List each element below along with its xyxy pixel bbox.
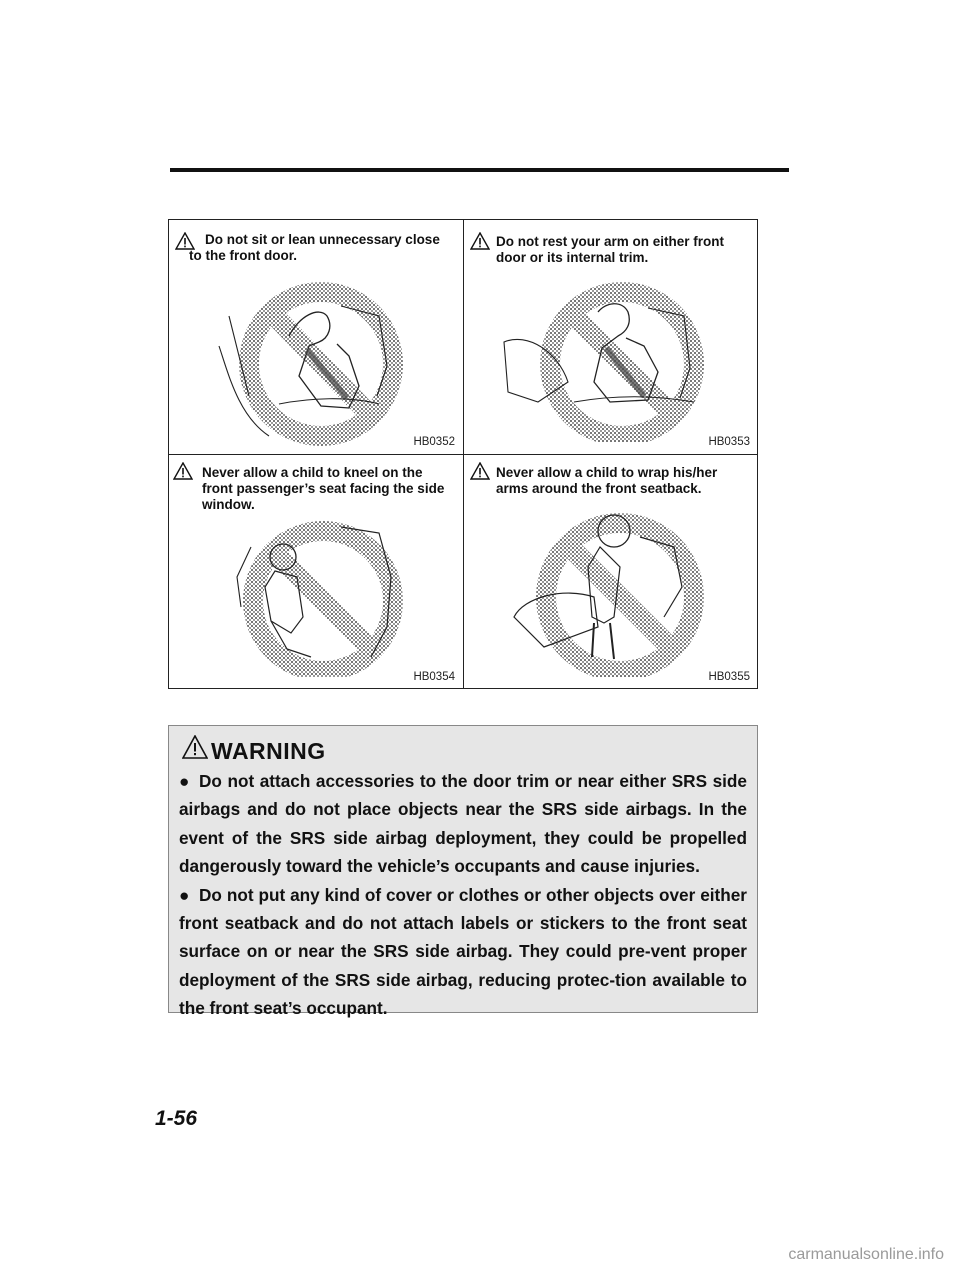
panel-hb0355 <box>464 455 758 689</box>
watermark: carmanualsonline.info <box>788 1246 944 1263</box>
illustration-arm-on-door <box>498 272 728 442</box>
panel-caption: Do not rest your arm on either front door or its internal trim. <box>496 234 725 265</box>
warning-body <box>179 767 747 1023</box>
illustration-person-leaning-door <box>209 276 427 446</box>
illustration-child-kneeling <box>231 517 421 677</box>
caution-triangle-icon <box>470 232 490 250</box>
panel-caption: Never allow a child to wrap his/her arms around the front seatback. <box>496 465 718 496</box>
bullet-glyph: ● <box>179 771 190 791</box>
warning-title: WARNING <box>211 738 326 764</box>
panel-caption: Never allow a child to kneel on the front passenger’s seat facing the side window. <box>202 465 445 512</box>
panel-hb0352 <box>169 220 463 454</box>
caution-triangle-icon <box>470 462 490 480</box>
warning-bullet: ● Do not attach accessories to the door trim or near either SRS side airbags and do not place objects near the SRS side airbags. In the event of the SRS side airbag deployment, they could be propelled dangerously toward the vehicle’s occupants and cause injuries. <box>179 767 747 881</box>
warning-box <box>168 725 758 1019</box>
figure-code: HB0353 <box>708 436 750 448</box>
caution-triangle-icon <box>173 462 193 480</box>
top-rule <box>170 168 789 172</box>
illustration-grid <box>168 219 758 689</box>
warning-bullet: ● Do not put any kind of cover or clothes or other objects over either front seatback and do not attach labels or stickers to the front seat surface on or near the SRS side airbag. They could pre-vent proper deployment of the SRS side airbag, reducing protec-tion available to the front seat’s occupant. <box>179 881 747 1023</box>
illustration-child-hugging-seatback <box>504 507 734 677</box>
warning-triangle-icon <box>182 735 208 759</box>
figure-code: HB0354 <box>413 671 455 683</box>
bullet-glyph: ● <box>179 884 190 905</box>
figure-code: HB0355 <box>708 671 750 683</box>
panel-caption: Do not sit or lean unnecessary close to the front door. <box>189 232 440 263</box>
panel-hb0353 <box>464 220 758 454</box>
page-number: 1-56 <box>155 1107 198 1130</box>
panel-hb0354 <box>169 455 463 689</box>
figure-code: HB0352 <box>413 436 455 448</box>
